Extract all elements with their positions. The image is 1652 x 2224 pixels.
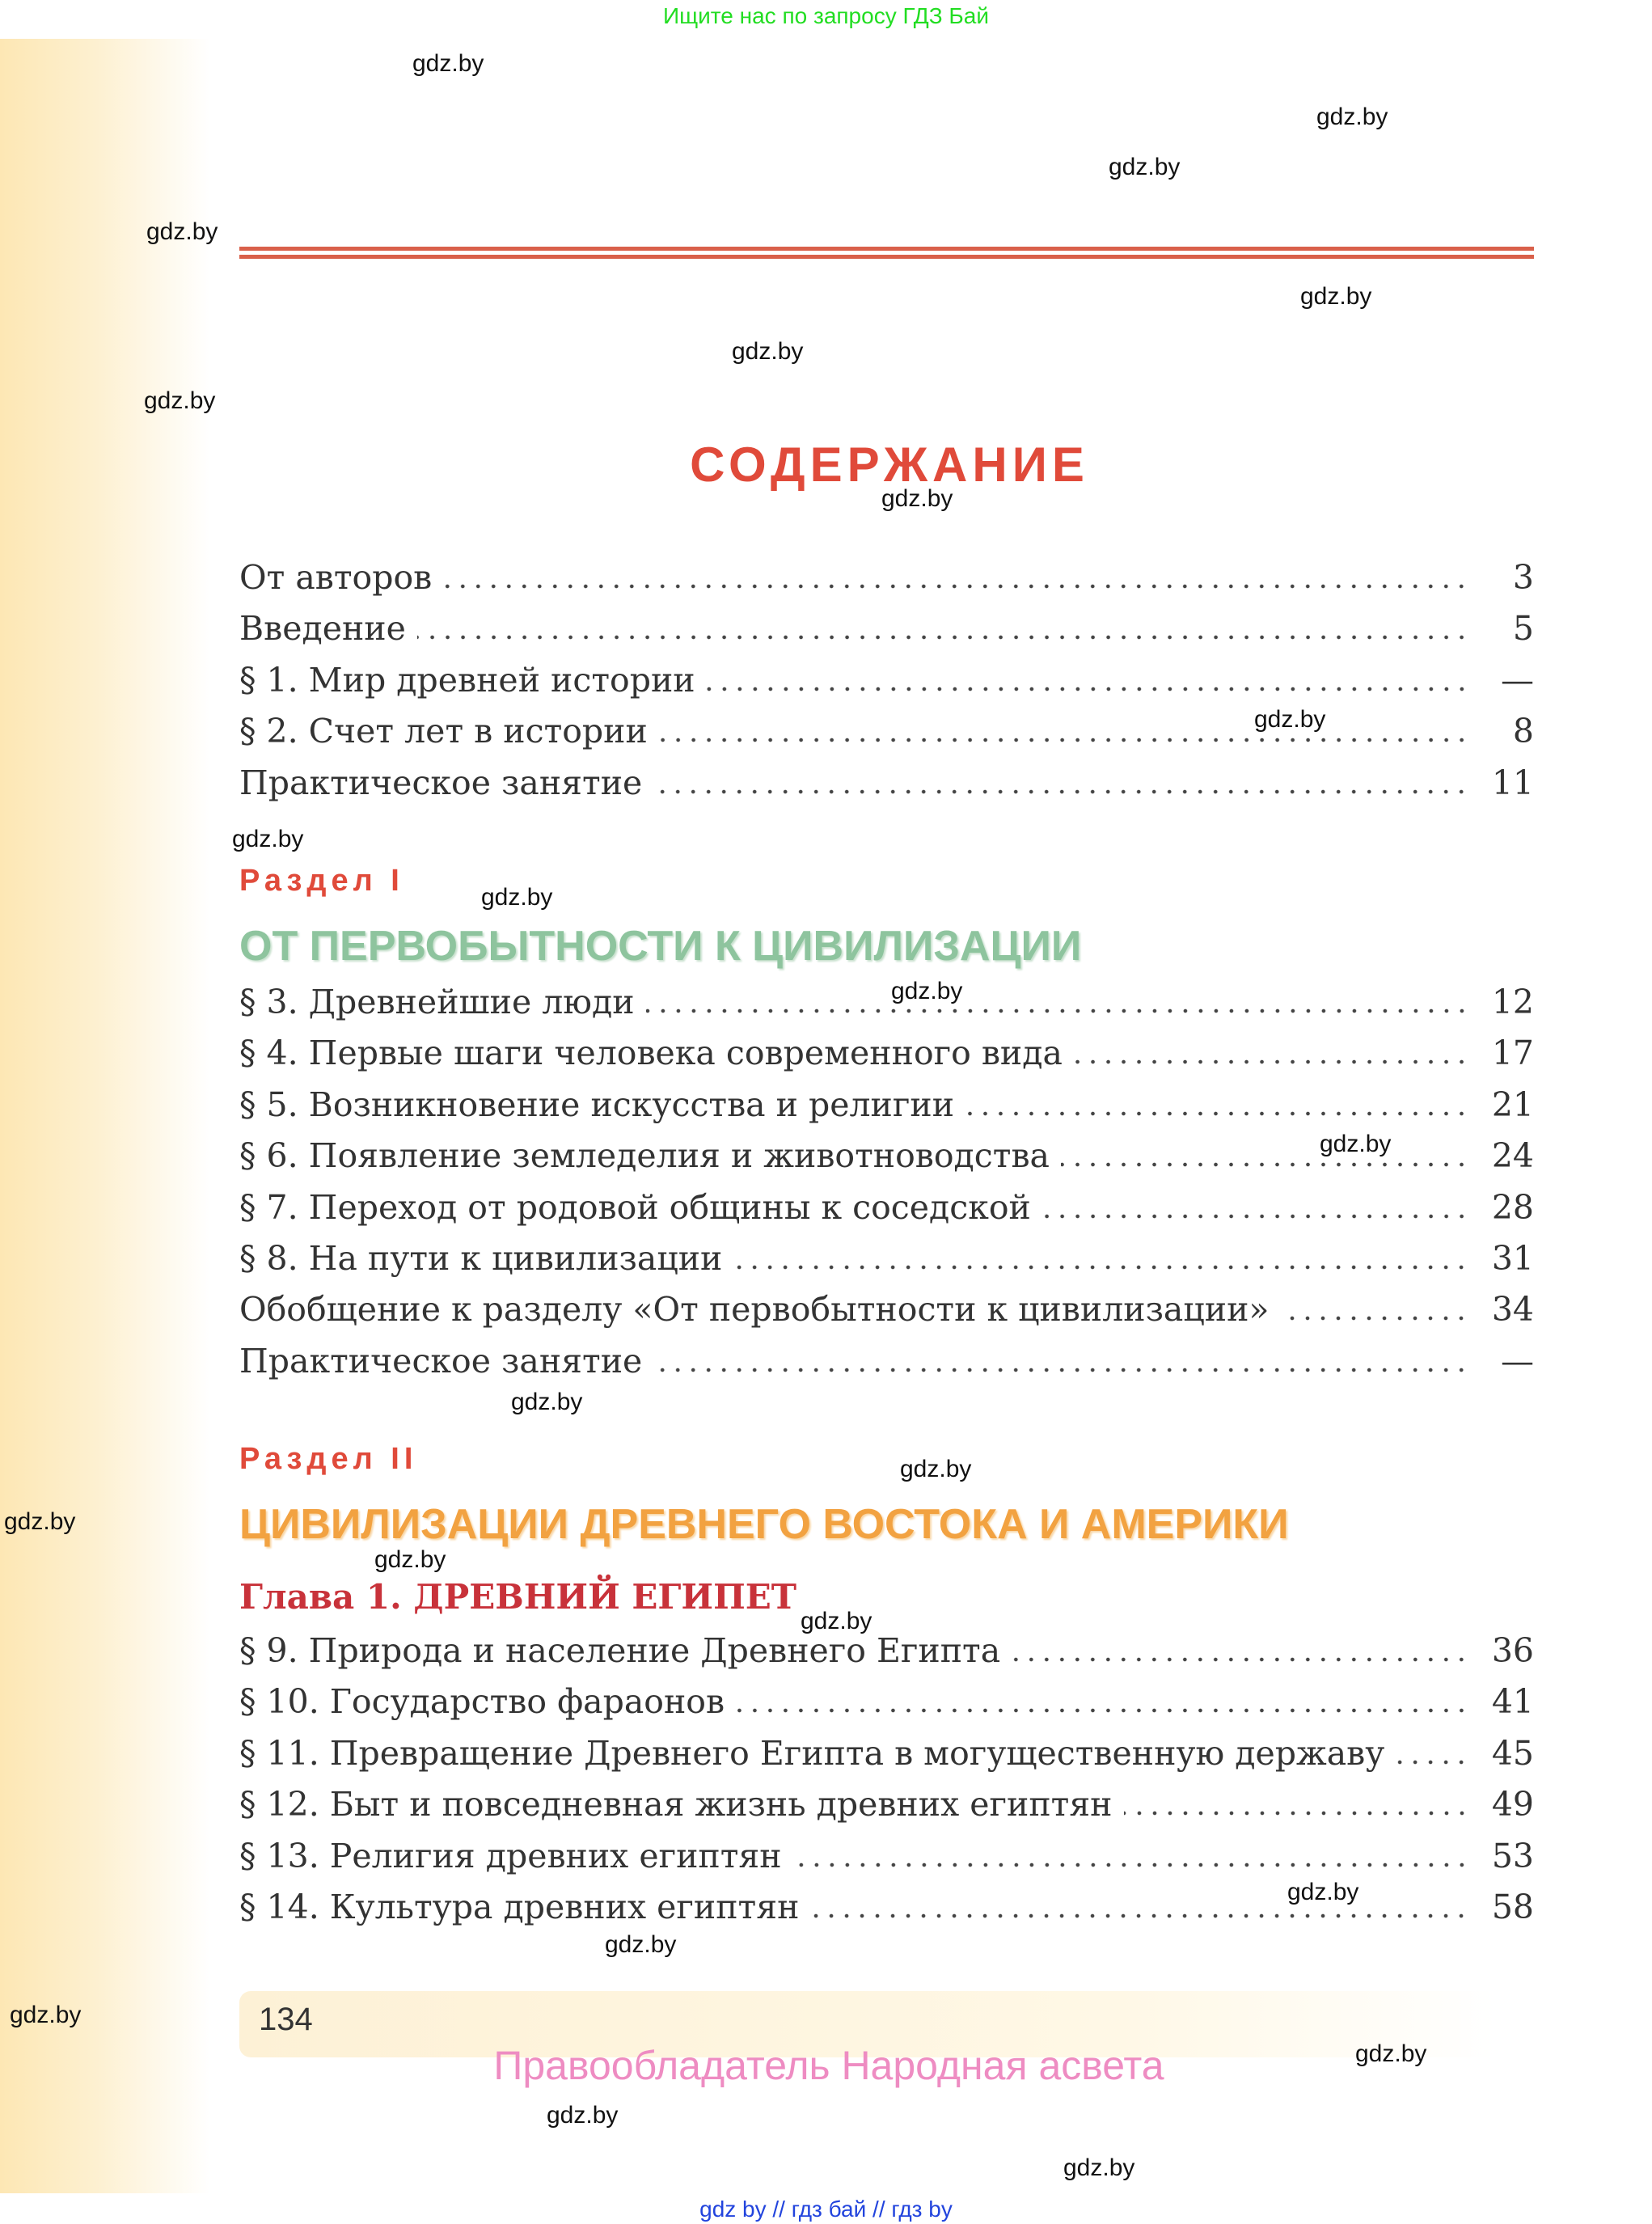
- toc-entry[interactable]: [239, 712, 1534, 760]
- toc-entry[interactable]: [239, 1085, 1534, 1134]
- watermark: gdz.by: [1316, 104, 1388, 130]
- toc-entry-page: 34: [1491, 1290, 1534, 1330]
- toc-entry-title: § 6. Появление земледелия и животноводства: [239, 1136, 1050, 1176]
- toc-entry-page: 8: [1512, 712, 1534, 751]
- toc-entry-page: 41: [1491, 1682, 1534, 1722]
- dot-leader: [1280, 1316, 1469, 1321]
- toc-entry-title: От авторов: [239, 558, 433, 597]
- toc-entry[interactable]: [239, 661, 1534, 709]
- watermark: gdz.by: [732, 338, 804, 365]
- page-number: 134: [259, 2002, 313, 2037]
- toc-entry-title: § 11. Превращение Древнего Египта в могущественную державу: [239, 1733, 1385, 1773]
- toc-entry[interactable]: [239, 1631, 1534, 1680]
- dot-leader: [707, 687, 1469, 691]
- toc-entry[interactable]: [239, 983, 1534, 1031]
- toc-entry-title: § 9. Природа и население Древнего Египта: [239, 1631, 1001, 1670]
- toc-entry-page: 53: [1491, 1836, 1534, 1875]
- toc-entry[interactable]: [239, 1785, 1534, 1833]
- header-note: Ищите нас по запросу ГДЗ Бай: [662, 3, 990, 28]
- toc-entry-page: 12: [1491, 983, 1534, 1021]
- dot-leader: [965, 1111, 1469, 1116]
- watermark: gdz.by: [481, 884, 553, 911]
- section-heading: ЦИВИЛИЗАЦИИ ДРЕВНЕГО ВОСТОКА И АМЕРИКИ: [239, 1501, 1289, 1548]
- toc-entry-page: 5: [1512, 609, 1534, 649]
- toc-entry-page: —: [1501, 660, 1534, 700]
- watermark: gdz.by: [1254, 706, 1326, 733]
- watermark: gdz.by: [1063, 2154, 1135, 2181]
- watermark: gdz.by: [1300, 283, 1372, 310]
- dot-leader: [1074, 1059, 1469, 1064]
- dot-leader: [1042, 1214, 1469, 1219]
- toc-entry-title: § 13. Религия древних египтян: [239, 1836, 782, 1875]
- toc-entry[interactable]: [239, 1239, 1534, 1287]
- dot-leader: [1061, 1162, 1469, 1167]
- dot-leader: [810, 1913, 1469, 1918]
- toc-entry-page: 21: [1491, 1085, 1534, 1124]
- toc-entry-title: § 12. Быт и повседневная жизнь древних египтян: [239, 1785, 1113, 1824]
- watermark: gdz.by: [900, 1456, 972, 1482]
- watermark: gdz.by: [801, 1608, 872, 1634]
- footer-links[interactable]: gdz by // гдз бай // гдз by: [699, 2197, 953, 2222]
- toc-entry[interactable]: [239, 1837, 1534, 1885]
- toc-entry[interactable]: [239, 1734, 1534, 1782]
- section-label: Раздел II: [239, 1442, 418, 1476]
- chapter-heading: Глава 1. ДРЕВНИЙ ЕГИПЕТ: [239, 1577, 797, 1617]
- toc-entry-title: Практическое занятие: [239, 1341, 643, 1380]
- watermark: gdz.by: [144, 387, 216, 414]
- toc-entry[interactable]: [239, 1682, 1534, 1731]
- toc-entry-title: Практическое занятие: [239, 763, 643, 802]
- dot-leader: [1396, 1760, 1469, 1765]
- toc-entry[interactable]: [239, 1342, 1534, 1390]
- toc-entry[interactable]: [239, 558, 1534, 607]
- left-margin-gradient: [0, 39, 210, 2193]
- toc-entry-title: § 2. Счет лет в истории: [239, 712, 648, 751]
- watermark: gdz.by: [232, 826, 304, 852]
- header-rule: [239, 255, 1534, 259]
- toc-entry[interactable]: [239, 1188, 1534, 1237]
- toc-entry-title: Обобщение к разделу «От первобытности к цивилизации»: [239, 1290, 1270, 1330]
- toc-entry-page: 31: [1491, 1239, 1534, 1278]
- toc-entry[interactable]: [239, 609, 1534, 657]
- page-title: СОДЕРЖАНИЕ: [690, 438, 1089, 492]
- watermark: gdz.by: [4, 1508, 76, 1535]
- toc-entry-title: § 14. Культура древних египтян: [239, 1888, 800, 1926]
- toc-entry-page: —: [1501, 1341, 1534, 1380]
- watermark: gdz.by: [511, 1389, 583, 1415]
- toc-entry-page: 45: [1491, 1733, 1534, 1773]
- toc-entry-page: 3: [1512, 558, 1534, 597]
- toc-entry-page: 58: [1491, 1888, 1534, 1926]
- watermark: gdz.by: [881, 485, 953, 512]
- dot-leader: [443, 584, 1469, 589]
- toc-entry-title: § 3. Древнейшие люди: [239, 983, 635, 1021]
- dot-leader: [417, 635, 1469, 640]
- dot-leader: [659, 738, 1469, 742]
- watermark: gdz.by: [1355, 2040, 1427, 2067]
- toc-entry-title: § 5. Возникновение искусства и религии: [239, 1085, 955, 1124]
- watermark: gdz.by: [146, 218, 218, 245]
- rights-holder: Правообладатель Народная асвета: [493, 2043, 1164, 2088]
- dot-leader: [793, 1862, 1469, 1867]
- watermark: gdz.by: [1287, 1879, 1359, 1905]
- dot-leader: [736, 1708, 1469, 1713]
- dot-leader: [1124, 1811, 1469, 1816]
- watermark: gdz.by: [412, 50, 484, 77]
- watermark: gdz.by: [547, 2102, 619, 2129]
- toc-entry-page: 17: [1491, 1034, 1534, 1073]
- toc-entry[interactable]: [239, 763, 1534, 812]
- watermark: gdz.by: [1109, 154, 1181, 180]
- toc-entry[interactable]: [239, 1290, 1534, 1338]
- watermark: gdz.by: [1320, 1131, 1392, 1157]
- toc-entry-title: § 1. Мир древней истории: [239, 660, 695, 700]
- watermark: gdz.by: [891, 978, 963, 1004]
- dot-leader: [733, 1265, 1469, 1270]
- toc-entry-page: 11: [1491, 763, 1534, 802]
- dot-leader: [646, 1008, 1469, 1013]
- toc-entry-title: § 7. Переход от родовой общины к соседской: [239, 1187, 1031, 1227]
- toc-entry-page: 24: [1491, 1136, 1534, 1176]
- watermark: gdz.by: [605, 1931, 677, 1958]
- header-rule: [239, 247, 1534, 251]
- dot-leader: [1012, 1657, 1469, 1662]
- toc-entry-title: § 8. На пути к цивилизации: [239, 1239, 723, 1278]
- toc-entry-title: § 10. Государство фараонов: [239, 1682, 725, 1722]
- dot-leader: [653, 1368, 1469, 1372]
- section-heading: ОТ ПЕРВОБЫТНОСТИ К ЦИВИЛИЗАЦИИ: [239, 923, 1082, 970]
- section-label: Раздел I: [239, 864, 404, 898]
- toc-entry-page: 28: [1491, 1187, 1534, 1227]
- watermark: gdz.by: [374, 1546, 446, 1573]
- toc-entry-page: 36: [1491, 1631, 1534, 1670]
- toc-entry[interactable]: [239, 1034, 1534, 1082]
- dot-leader: [653, 789, 1469, 794]
- toc-entry-title: § 4. Первые шаги человека современного вида: [239, 1034, 1063, 1073]
- watermark: gdz.by: [10, 2002, 82, 2028]
- toc-entry-page: 49: [1491, 1785, 1534, 1824]
- toc-entry-title: Введение: [239, 609, 406, 649]
